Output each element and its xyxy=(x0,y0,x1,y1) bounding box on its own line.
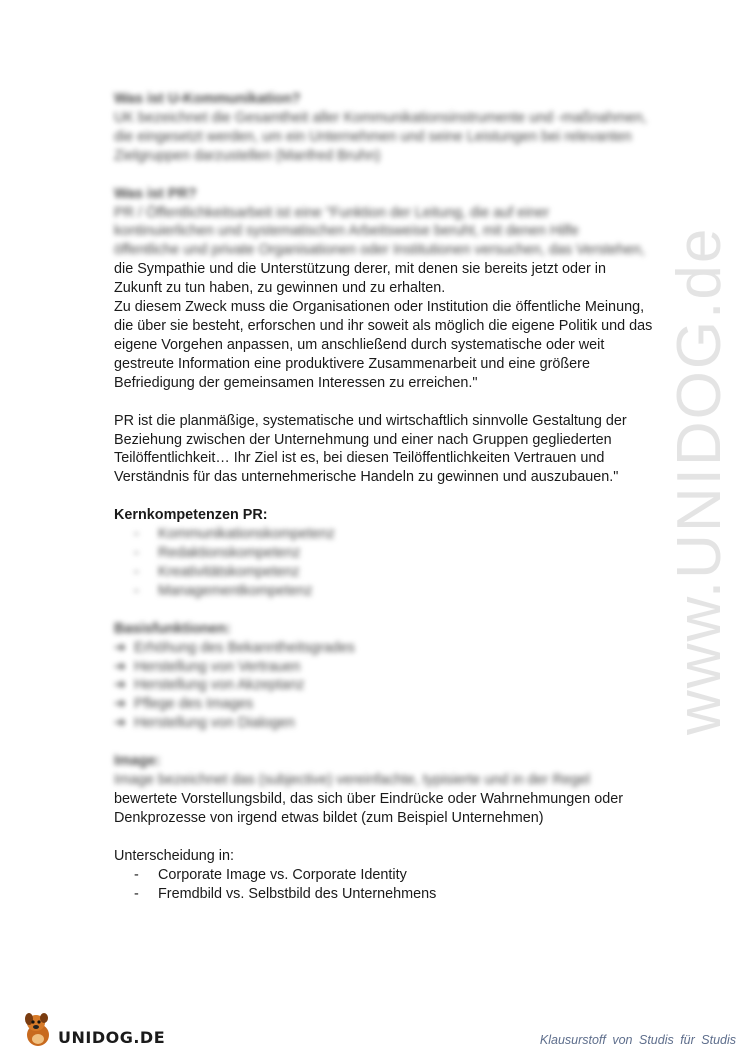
pr-blurred-line: öffentliche und private Organisationen oder Institutionen versuchen, das Verstehen, xyxy=(114,242,645,259)
dog-icon xyxy=(22,1010,54,1048)
pr-line: die über sie besteht, erforschen und ihr soweit als möglich die eigene Politik und das xyxy=(114,317,653,334)
image-heading: Image: xyxy=(114,753,161,770)
section-image xyxy=(114,752,654,828)
pr-line: eigene Vorgehen anpassen, um anschließend durch systematische oder weit xyxy=(114,336,605,353)
pr-heading: Was ist PR? xyxy=(114,185,197,202)
arrow-icon: ➔ xyxy=(114,696,127,713)
pr-paragraph2-line: Verständnis für das unternehmerische Handeln zu gewinnen und auszubauen." xyxy=(114,469,619,486)
uk-line: Zielgruppen darzustellen (Manfred Bruhn) xyxy=(114,147,381,164)
pr-line: Zukunft zu tun haben, zu gewinnen und zu erhalten. xyxy=(114,280,446,297)
basis-list xyxy=(114,639,654,734)
pr-paragraph2-line: Teilöffentlichkeit… Ihr Ziel ist es, bei diesen Teilöffentlichkeiten Vertrauen und xyxy=(114,450,605,467)
basis-heading: Basisfunktionen: xyxy=(114,620,231,637)
pr-line: Zu diesem Zweck muss die Organisationen oder Institution die öffentliche Meinung, xyxy=(114,299,645,316)
list-item: ➔ Herstellung von Akzeptanz xyxy=(114,677,305,694)
image-line: bewertete Vorstellungsbild, das sich über Eindrücke oder Wahrnehmungen oder xyxy=(114,791,624,807)
pr-line: gestreute Information eine produktivere Zusammenarbeit und eine größere xyxy=(114,355,590,372)
list-item: - Kreativitätskompetenz xyxy=(134,563,300,580)
logo-text: UNIDOG.DE xyxy=(58,1028,166,1047)
arrow-icon: ➔ xyxy=(114,677,127,694)
list-item: ➔ Pflege des Images xyxy=(114,696,254,713)
unterscheidung-list xyxy=(114,866,654,904)
pr-blurred-line: kontinuierlichen und systematischen Arbeitsweise beruht, mit denen Hilfe xyxy=(114,223,579,240)
kern-heading: Kernkompetenzen PR: xyxy=(114,507,268,524)
list-item: ➔ Erhöhung des Bekanntheitsgrades xyxy=(114,639,355,656)
list-item: ➔ Herstellung von Vertrauen xyxy=(114,658,301,675)
list-item: ➔ Herstellung von Dialogen xyxy=(114,715,295,732)
image-blurred-line: Image bezeichnet das (subjective) vereinfachte, typisierte und in der Regel xyxy=(114,772,590,789)
arrow-icon: ➔ xyxy=(114,639,127,656)
pr-paragraph2-line: Beziehung zwischen der Unternehmung und einer nach Gruppen gegliederten xyxy=(114,431,612,448)
list-item: - Fremdbild vs. Selbstbild des Unternehmens xyxy=(134,885,437,902)
list-item: - Managementkompetenz xyxy=(134,582,313,599)
section-basisfunktionen xyxy=(114,620,654,733)
kern-list xyxy=(114,525,654,601)
section-pr xyxy=(114,185,654,488)
unidog-logo xyxy=(22,1010,166,1050)
section-uk xyxy=(114,90,654,166)
section-kernkompetenzen xyxy=(114,506,654,601)
arrow-icon: ➔ xyxy=(114,715,127,732)
image-line: Denkprozesse von irgend etwas bildet (zum Beispiel Unternehmen) xyxy=(114,809,544,826)
pr-line: die Sympathie und die Unterstützung derer, mit denen sie bereits jetzt oder in xyxy=(114,261,606,278)
footer-tagline: Klausurstoff von Studis für Studis xyxy=(539,1033,736,1047)
pr-blurred-line: PR / Öffentlichkeitsarbeit ist eine "Funktion der Leitung, die auf einer xyxy=(114,204,550,221)
uk-line: UK bezeichnet die Gesamtheit aller Kommunikationsinstrumente und -maßnahmen, xyxy=(114,109,647,126)
list-item: - Kommunikationskompetenz xyxy=(134,526,335,543)
pr-line: Befriedigung der gemeinsamen Interessen zu erreichen." xyxy=(114,374,478,391)
list-item: - Corporate Image vs. Corporate Identity xyxy=(134,866,407,883)
uk-line: die eingesetzt werden, um ein Unternehmen und seine Leistungen bei relevanten xyxy=(114,128,632,145)
arrow-icon: ➔ xyxy=(114,658,127,675)
section-unterscheidung xyxy=(114,847,654,904)
list-item: - Redaktionskompetenz xyxy=(134,545,301,562)
uk-heading: Was ist U-Kommunikation? xyxy=(114,91,301,107)
unterscheidung-heading: Unterscheidung in: xyxy=(114,847,234,864)
watermark: www.UNIDOG.de xyxy=(665,226,734,735)
pr-paragraph2-line: PR ist die planmäßige, systematische und wirtschaftlich sinnvolle Gestaltung der xyxy=(114,412,627,429)
document-content xyxy=(114,90,654,904)
